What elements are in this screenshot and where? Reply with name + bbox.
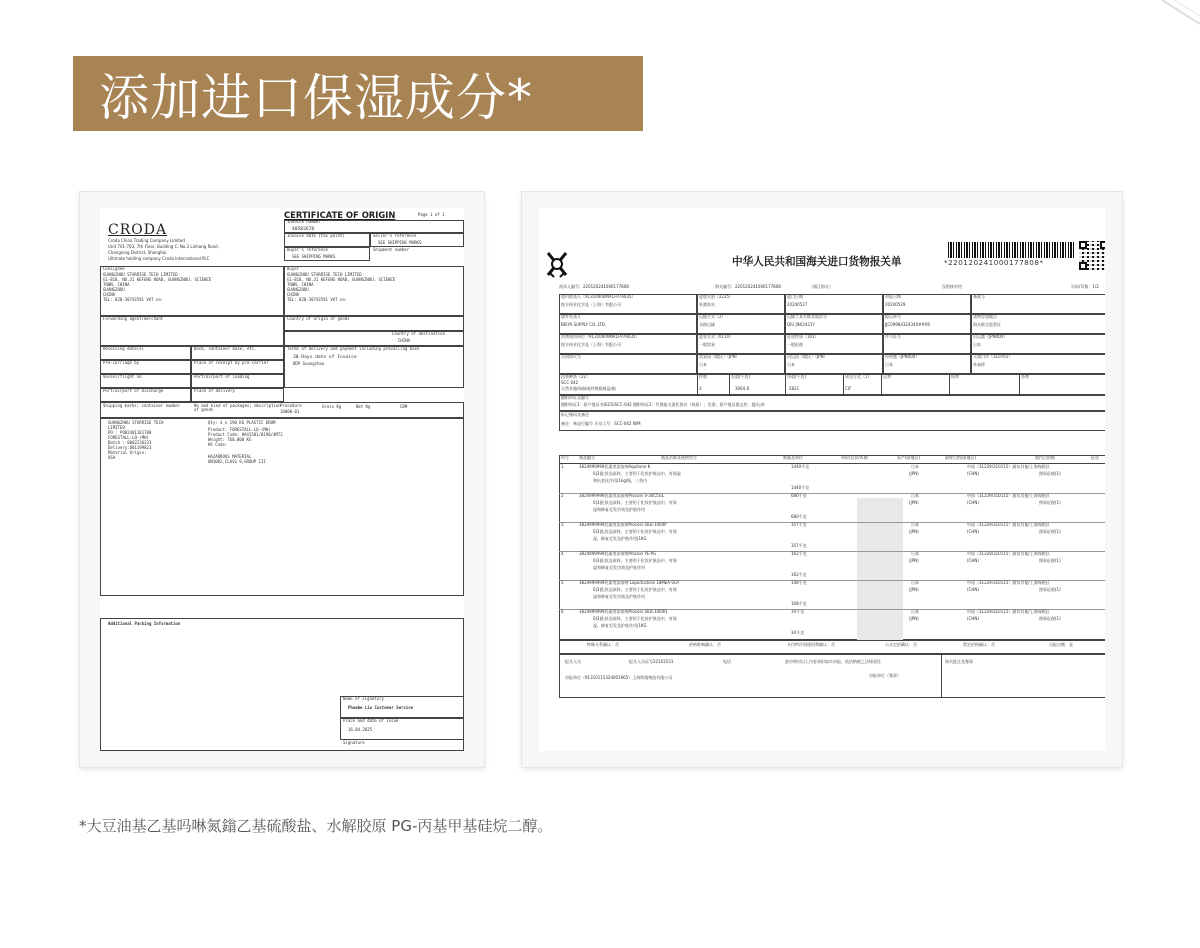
invoice-number: 40582678	[292, 227, 315, 232]
col-qty: 数量及单位	[783, 455, 803, 460]
certificate-frame	[80, 192, 484, 767]
trade-terms-label: 成交方式（1）	[845, 374, 872, 379]
statement: 兹申明对以上内容承担如实申报、依法纳税之法律责任	[785, 659, 881, 664]
terms-label: Terms of delivery and payment including prevailing base	[287, 346, 420, 351]
misc-fee-label: 杂费	[1021, 374, 1029, 379]
item-name: 3824999999乳霜类添加剂Aquitone K	[579, 464, 651, 469]
footnote: *大豆油基乙基吗啉氮鎓乙基硫酸盐、水解胶原 PG-丙基甲基硅烷二醇。	[79, 817, 553, 835]
pack-count-label: 件数	[699, 374, 707, 379]
buyer-line: TEL: 020-38743591 VAT no:	[287, 297, 348, 302]
marks-line: Batch : 0002236333	[108, 440, 152, 445]
item-destination-code: (CHN)	[967, 616, 979, 621]
company-line: Unit 701-703, 7th Floor, Building C, No.3 Linhang Road,	[108, 244, 219, 249]
header-cell-value: 悦丰伟业化学品（上海）有限公司	[561, 342, 621, 347]
dock-label: Dock, container base, etc.	[194, 346, 257, 351]
terms-line: DDP Guangzhou	[293, 361, 325, 366]
item-destination: 中国（31229/310115）浦东其他/上海保税区	[967, 580, 1050, 585]
header-cell-value: 海关联合监管区	[973, 322, 1001, 327]
marks-line: FORESTALL-LQ-(MH)	[108, 435, 149, 440]
header-cell-label: 境内收货人（91310000MA1FP76035）	[561, 294, 636, 299]
confirm-formula: 公式定价确认：否	[885, 642, 917, 647]
item-desc: 0|3|化妆品原料，主要用于化妆护肤品中，有保	[593, 587, 677, 592]
item-origin: 日本	[911, 609, 919, 614]
confirm-special: 特殊关系确认：否	[587, 642, 619, 647]
col-code: 商品编号	[579, 455, 595, 460]
issue-label: Place and date of issue	[343, 718, 399, 723]
item-origin-code: (JPN)	[909, 616, 919, 621]
item-origin-code: (JPN)	[909, 471, 919, 476]
header-cell-value: 外港海关	[699, 302, 715, 307]
header-cell-value: 一般征税	[787, 342, 803, 347]
consignee-line: G1-818, NO.31 KEFENG ROAD, GUANGZHOU, SCIENCE	[103, 277, 212, 282]
item-exempt: 照章征税(1)	[1039, 558, 1061, 563]
col-item-no: 项号	[561, 455, 569, 460]
shipment-label: Shipment number	[373, 247, 410, 252]
header-cell-value: JJC09984324340##09	[885, 322, 930, 327]
goods-line: Product: FORESTALL-LQ-(MH)	[208, 427, 271, 432]
seller-ref: SEE SHIPPING MARKS	[378, 240, 422, 245]
country-dest-label: Country of destination	[392, 331, 445, 336]
docs-text: 随附单证1：原产地证书(ECS)SCC-042 随附单证2：代理报关委托协议（纸质）；发票；原产地证据文件；提/运单	[561, 402, 765, 407]
banner-title: 添加进口保湿成分*	[99, 68, 533, 127]
issue-date: 16.04.2025	[348, 727, 373, 732]
header-cell-value: BEIYA SUPPLY CO.,LTD.	[561, 322, 607, 327]
cbm-label: CBM	[400, 404, 408, 409]
customs-emblem-icon	[545, 250, 569, 278]
header-cell-label: 入境口岸（310701）	[973, 354, 1013, 359]
header-cell-label: 申报日期	[885, 294, 901, 299]
item-destination: 中国（31229/310115）浦东其他/上海保税区	[967, 522, 1050, 527]
item-exempt: 照章征税(1)	[1039, 587, 1061, 592]
receiving-label: Receiving date(s)	[103, 346, 144, 351]
item-no: 6	[561, 609, 564, 614]
item-origin-code: (JPN)	[909, 500, 919, 505]
insurance-label: 保费	[951, 374, 959, 379]
country-origin-label: Country of origin of goods	[287, 316, 350, 321]
item-desc: 湿和修复毛发功效及护肤作用	[593, 507, 645, 512]
confirm-royalty: 支付特许权使用费确认：否	[787, 642, 835, 647]
header-cell-label: 境外发货人	[561, 314, 581, 319]
item-destination: 中国（31229/310115）浦东其他/上海保税区	[967, 551, 1050, 556]
buyer-line: GUANGZHOU STARRISE TECH LIMITED	[287, 272, 362, 277]
item-name: 3824999999乳霜类添加剂Procoin SILK-1000Q	[579, 609, 668, 614]
customs-frame	[522, 192, 1122, 767]
corner-decoration	[1140, 0, 1200, 30]
marks-label: Shipping marks; container number	[103, 403, 181, 408]
buyer-ref-label: Buyer's reference	[287, 247, 328, 252]
item-desc: 湿和修复毛发功效及护肤作用	[593, 594, 645, 599]
item-qty: 162千克	[791, 572, 807, 577]
consignee-line: TOWN, CHINA	[103, 282, 130, 287]
pack-count: 3	[699, 386, 702, 391]
item-qty: 1440千克	[791, 464, 810, 469]
header-cell-label: 消费使用单位（91310000MA1FP76035）	[561, 334, 640, 339]
invoice-number-label: Invoice number	[287, 219, 321, 224]
goods-line: UN3082,CLASS 9,GROUP III	[208, 459, 266, 464]
item-destination-code: (CHN)	[967, 529, 979, 534]
buyer-line: G1-818, NO.31 KEFENG ROAD, GUANGZHOU, SCIENCE	[287, 277, 396, 282]
header-cell-value: QIU JIN/2421Y	[787, 322, 815, 327]
col-domestic: 境内目的地	[1035, 455, 1055, 460]
header-cell-label: 启运国（地区）（JPN）	[787, 354, 828, 359]
unit-seal: 申报单位（签章）	[869, 673, 901, 678]
item-destination-code: (CHN)	[967, 587, 979, 592]
seller-ref-label: Seller's reference	[373, 233, 417, 238]
redacted-area	[857, 498, 903, 640]
header-cell-label: 提运单号	[885, 314, 901, 319]
page-count: 页码/页数：1/2	[1071, 284, 1099, 289]
item-origin: 日本	[911, 522, 919, 527]
header-cell-label: 货物存放地点	[973, 314, 997, 319]
marks-line: USA	[108, 455, 116, 460]
header-cell-label: 合同协议号	[561, 354, 581, 359]
title-banner	[73, 56, 643, 131]
header-cell-value: 日本	[787, 362, 795, 367]
col-destination: 最终目的国(地区)	[945, 455, 977, 460]
customs-port: （浦江海关）	[809, 284, 833, 289]
header-cell-label: 备案号	[973, 294, 985, 299]
buyer-line: GUANGZHOU	[287, 287, 309, 292]
gross-label: Gross Kg	[322, 404, 342, 409]
header-cell-value: 20240527	[787, 302, 808, 307]
item-desc: 0|3|化妆品原料，主要用于化妆护肤品中，有保	[593, 616, 677, 621]
goods-line: Weight: 760.000 KG	[208, 437, 252, 442]
barcode-number: *220120241000177808*	[944, 258, 1044, 267]
col-exempt: 征免	[1091, 455, 1099, 460]
net-weight-label: 净重(千克)	[787, 374, 807, 379]
item-exempt: 照章征税(1)	[1039, 616, 1061, 621]
item-desc: 0|3|化妆品原料，主要用于化妆护肤品中，有保	[593, 529, 677, 534]
header-cell-value: 悦丰伟业化学品（上海）有限公司	[561, 302, 621, 307]
header-cell-label: 运输方式（2）	[699, 314, 726, 319]
marks-line: LIMITED	[108, 425, 125, 430]
invoice-date-label: Invoice date (tax point)	[287, 233, 345, 238]
item-exempt: 照章征税(1)	[1039, 529, 1061, 534]
marks-text: 备注：林昆行编号 关员工号：SCC-042 N/M	[561, 421, 641, 426]
item-origin-code: (JPN)	[909, 558, 919, 563]
item-qty: 1440千克	[791, 485, 810, 490]
buyer-line: CHINA	[287, 292, 300, 297]
item-exempt: 照章征税(1)	[1039, 471, 1061, 476]
item-desc: 湿和修复毛发功效及护肤作用	[593, 565, 645, 570]
customs-title: 中华人民共和国海关进口货物报关单	[732, 256, 902, 268]
pre-entry-number: 预录入编号：220120241000177808	[559, 284, 629, 289]
item-origin-code: (JPN)	[909, 529, 919, 534]
trade-terms: CIF	[845, 386, 852, 391]
pack-desc: 天然木箱/纸制或纤维板制盒/箱	[561, 386, 616, 391]
confirm-provisional: 暂定价格确认：否	[963, 642, 995, 647]
item-destination-code: (CHN)	[967, 500, 979, 505]
marks-line: GUANGZHOU STARRISE TECH	[108, 420, 164, 425]
col-origin: 原产国(地区)	[897, 455, 921, 460]
goods-line: HAZARDOUS MATERIAL	[208, 454, 252, 459]
header-cell-label: 许可证号	[885, 334, 901, 339]
marks-label: 标记唛码及备注	[561, 412, 589, 417]
buyer-ref: SEE SHIPPING MARKS	[292, 254, 336, 259]
buyer-label: Buyer	[287, 266, 300, 271]
item-origin: 日本	[911, 580, 919, 585]
consignee-line: GUANGZHOU STARRISE TECH LIMITED	[103, 272, 178, 277]
consignee-label: Consignee	[103, 266, 125, 271]
item-name: 3824999999乳霜类添加剂Procoin V-30C5GL	[579, 493, 665, 498]
packing-label: Additional Packing Information	[108, 621, 181, 626]
page-number: Page 1 of 1	[418, 212, 445, 217]
loading-label: Port/airport of loading	[194, 374, 250, 379]
header-cell-label: 监管方式（0110）	[699, 334, 734, 339]
barcode	[948, 242, 1076, 258]
col-price: 单价/总价/币制	[841, 455, 868, 460]
item-origin: 日本	[911, 551, 919, 556]
item-qty: 680千克	[791, 514, 807, 519]
goods-line: HS Code:	[208, 442, 228, 447]
signatory-name: Phoebe Liu Customer Service	[348, 705, 414, 710]
customs-number: 海关编号：220120241000177808	[715, 284, 781, 289]
consignee-line: GUANGZHOU	[103, 287, 125, 292]
item-name: 3824999999乳霜类添加剂Procoin YE-PG	[579, 551, 657, 556]
item-desc: 0|3|化妆品原料，主要用于化妆护肤品中，有保	[593, 558, 677, 563]
item-no: 1	[561, 464, 564, 469]
item-qty: 34千克	[791, 609, 805, 614]
delivery-label: Place of delivery	[194, 388, 235, 393]
item-destination: 中国（31229/310115）浦东其他/上海保税区	[967, 464, 1050, 469]
company-line: Ultimate holding company Croda International PLC	[108, 256, 210, 261]
phone-label: 电话	[723, 659, 731, 664]
vessel-label: Vessel/flight no	[103, 374, 142, 379]
declarant-label: 报关人员	[565, 659, 581, 664]
item-no: 3	[561, 522, 564, 527]
precarriage-label: Pre-carriage by	[103, 360, 140, 365]
gross-weight-label: 毛重(千克)	[731, 374, 751, 379]
gross-weight: 3064.8	[735, 386, 749, 391]
header-cell-label: 经停港（JPN000）	[885, 354, 920, 359]
item-origin-code: (JPN)	[909, 587, 919, 592]
item-desc: 0|3|化妆品原料，主要用于化妆护肤品中，有保	[593, 500, 677, 505]
signature-label: Signature	[343, 740, 365, 745]
header-cell-value: 日本	[973, 342, 981, 347]
terms-line: 30 Days date of Invoice	[293, 355, 357, 360]
certificate-title: CERTIFICATE OF ORIGIN	[284, 210, 396, 220]
item-desc: 湿、修复毛发及护肤作用|1KG	[593, 623, 647, 628]
country-dest: CHINA	[398, 338, 411, 343]
item-qty: 680千克	[791, 493, 807, 498]
procedure-label: Procedure	[280, 403, 302, 408]
item-origin: 日本	[911, 464, 919, 469]
header-cell-label: 进口日期	[787, 294, 803, 299]
consignee-line: TEL: 020-38743591 VAT no:	[103, 297, 164, 302]
certificate-of-origin	[100, 208, 464, 751]
forwarding-label: Forwarding agent/merchant	[103, 316, 164, 321]
item-exempt: 照章征税(1)	[1039, 500, 1061, 505]
header-cell-value: 水路运输	[699, 322, 715, 327]
goods-line: Product Code: HA41581/0190/4M72	[208, 432, 283, 437]
header-cell-value: 日本	[699, 362, 707, 367]
net-label: Net Kg	[356, 404, 371, 409]
item-qty: 108千克	[791, 580, 807, 585]
item-origin: 日本	[911, 493, 919, 498]
header-cell-label: 征免性质（101）	[787, 334, 819, 339]
pack-type: SCC-042	[561, 380, 579, 385]
croda-logo: CRODA	[108, 222, 168, 238]
net-weight: 2821	[789, 386, 800, 391]
item-name: 3824999999乳霜类添加剂 Liquidcuticle 18MEA-SGY	[579, 580, 680, 585]
marks-line: PO : PO02401181700	[108, 430, 152, 435]
item-no: 2	[561, 493, 564, 498]
discharge-label: Port/airport of discharge	[103, 388, 164, 393]
customs-declaration	[539, 208, 1105, 751]
header-cell-value: 一般贸易	[699, 342, 715, 347]
pack-label: 包装种类（22）	[561, 374, 591, 379]
declarant-cert: 报关人员证号22103531	[629, 659, 674, 664]
declaring-unit: 申报单位（91310115324001965）上海跨境物流有限公司	[565, 675, 673, 680]
item-qty: 357千克	[791, 522, 807, 527]
marks-line: Material Origin:	[108, 450, 147, 455]
item-destination: 中国（31229/310115）浦东其他/上海保税区	[967, 493, 1050, 498]
item-destination-code: (CHN)	[967, 471, 979, 476]
header-cell-value: 20240529	[885, 302, 906, 307]
col-name: 商品名称及规格型号	[661, 455, 697, 460]
header-cell-value: 外高桥	[973, 362, 985, 367]
header-cell-label: 进境关别（2225）	[699, 294, 734, 299]
goods-line: Qty: 4 x 190 KG PLASTIC DRUM	[208, 420, 276, 425]
receipt-label: Place of receipt by pre-carrier	[194, 360, 269, 365]
item-qty: 162千克	[791, 551, 807, 556]
header-cell-value: 日本	[885, 362, 893, 367]
header-cell-label: 贸易国（地区）（JPN）	[699, 354, 740, 359]
docs-label: 随附单证及编号	[561, 395, 589, 400]
item-desc: 和抗老化作用|1kg/瓶，三档内	[593, 478, 648, 483]
item-qty: 108千克	[791, 601, 807, 606]
header-cell	[971, 294, 1105, 314]
item-qty: 34千克	[791, 630, 805, 635]
company-line: Changning District, Shanghai	[108, 250, 167, 255]
company-line: Croda China Trading Company Limited	[108, 238, 185, 243]
header-cell-label: 启运港（JPN000）	[973, 334, 1008, 339]
confirm-price: 价格影响确认：否	[689, 642, 721, 647]
confirm-self-report: 自报自缴：是	[1049, 642, 1073, 647]
item-desc: 0|3|化妆品原料，主要用于化妆护肤品中，有保湿	[593, 471, 681, 476]
item-no: 5	[561, 580, 564, 585]
consignee-line: CHINA	[103, 292, 116, 297]
marks-line: Delivery:801199823	[108, 445, 152, 450]
freight-label: 运费	[883, 374, 891, 379]
item-desc: 湿、修复毛发及护肤作用|1KG	[593, 536, 647, 541]
item-destination-code: (CHN)	[967, 558, 979, 563]
verify-note: 仅供核对用	[942, 284, 962, 289]
signatory-label: Name of signatory	[343, 696, 384, 701]
item-qty: 357千克	[791, 543, 807, 548]
item-no: 4	[561, 551, 564, 556]
buyer-line: TOWN, CHINA	[287, 282, 314, 287]
header-cell-label: 运输工具名称及航次号	[787, 314, 827, 319]
customs-remark: 海关批注及签章	[945, 659, 973, 664]
item-destination: 中国（31229/310115）浦东其他/上海保税区	[967, 609, 1050, 614]
kind-label: No and kind of packages; description of goods	[194, 403, 281, 412]
procedure: 10000-01	[280, 409, 300, 414]
item-name: 3824999999乳霜类添加剂Procoin SILK-1000P	[579, 522, 667, 527]
